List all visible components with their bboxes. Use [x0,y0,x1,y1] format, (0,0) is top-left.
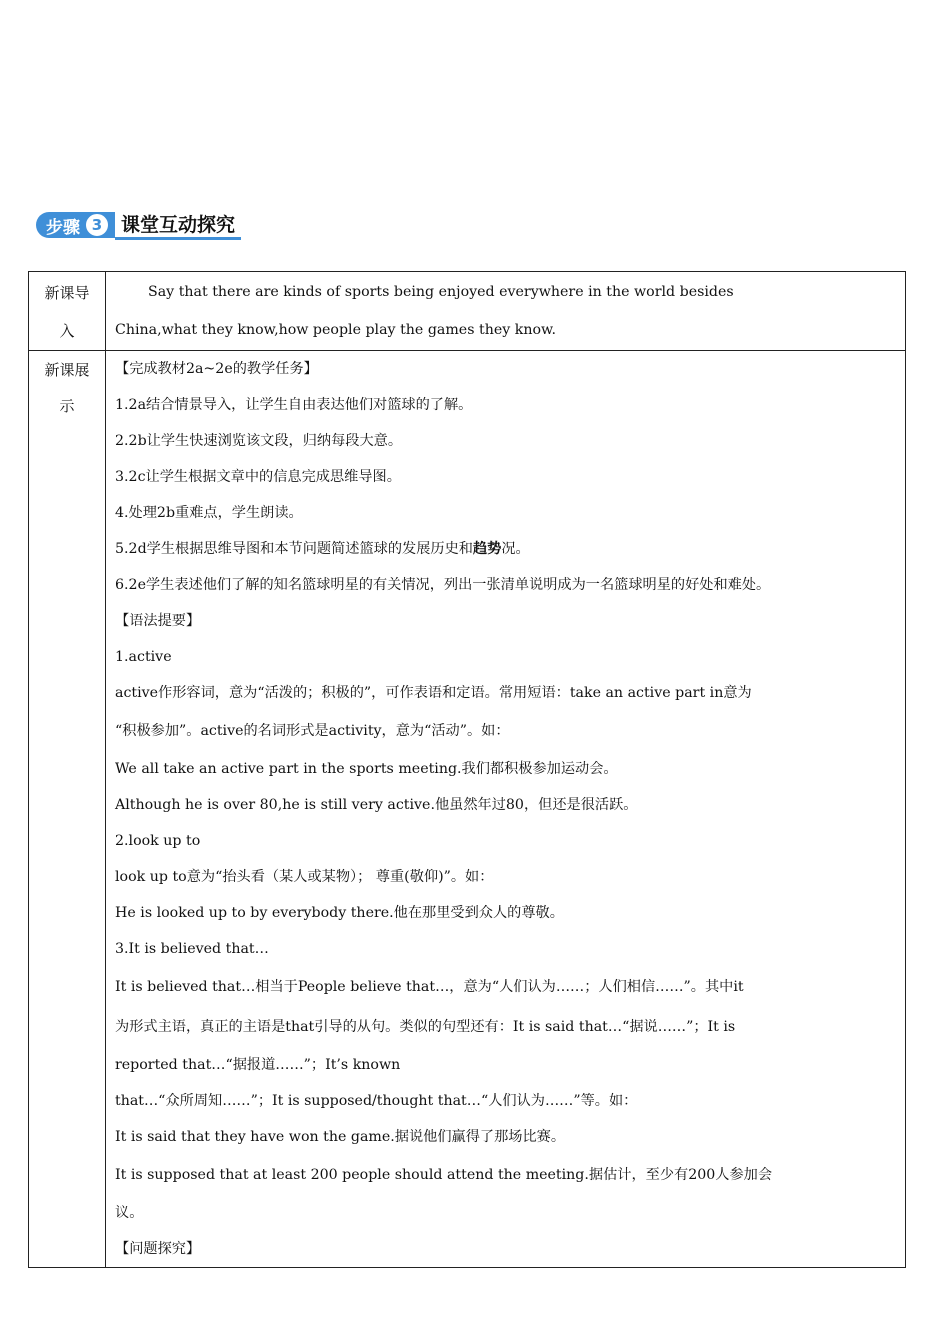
text-line: 2.look up to [115,833,201,849]
text-line: Although he is over 80,he is still very active.他虽然年过80，但还是很活跃。 [115,797,638,813]
row-label-presentation [29,351,106,1268]
text-line: 2.2b让学生快速浏览该文段，归纳每段大意。 [115,433,403,449]
row-label-line: 示 [59,397,75,415]
text-line: “积极参加”。active的名词形式是activity，意为“活动”。如： [115,723,510,739]
section-heading: 【语法提要】 [115,613,201,629]
row-content-intro [106,272,906,351]
row-label-intro [29,272,106,351]
text-line: active作形容词，意为“活泼的；积极的”，可作表语和定语。常用短语：take an active part in意为 [115,685,752,701]
step-badge [36,212,115,238]
text-line: It is said that they have won the game.据说他们赢得了那场比赛。 [115,1129,566,1145]
table-row-intro [29,272,906,351]
step-banner [36,211,241,239]
text-line: Say that there are kinds of sports being enjoyed everywhere in the world besides [148,284,734,300]
section-heading: 【问题探究】 [115,1241,201,1257]
bold-fragment: 趋势 [472,541,502,557]
text-line: 为形式主语，真正的主语是that引导的从句。类似的句型还有：It is said that…“据说……”；It is [115,1019,736,1035]
row-label-line: 新课导 [44,284,90,302]
text-line: reported that…“据报道……”；It’s known [115,1057,401,1073]
step-title: 课堂互动探究 [115,211,241,240]
text-fragment: 况。 [501,541,530,557]
text-line: It is supposed that at least 200 people should attend the meeting.据估计，至少有200人参加会 [115,1167,773,1183]
step-prefix: 步骤 [46,217,80,238]
text-line: China,what they know,how people play the games they know. [115,322,557,338]
text-line: that…“众所周知……”；It is supposed/thought that…“人们认为……”等。如： [115,1093,638,1109]
text-line: 1.active [115,649,172,665]
text-line: 3.2c让学生根据文章中的信息完成思维导图。 [115,469,401,485]
text-fragment: 5.2d学生根据思维导图和本节问题简述篮球的发展历史和 [115,541,473,557]
text-line: 1.2a结合情景导入，让学生自由表达他们对篮球的了解。 [115,397,473,413]
text-line: 3.It is believed that… [115,941,269,957]
row-label-line: 新课展 [44,361,90,379]
text-line: He is looked up to by everybody there.他在那里受到众人的尊敬。 [115,905,564,921]
text-line: 6.2e学生表述他们了解的知名篮球明星的有关情况，列出一张清单说明成为一名篮球明星的好处和难处。 [115,577,771,593]
table-row-presentation [29,351,906,1268]
text-line [115,531,895,567]
lesson-table [28,271,906,1268]
row-label-line: 入 [59,322,75,340]
text-line: 议。 [115,1205,144,1221]
text-line: look up to意为“抬头看（某人或某物）； 尊重(敬仰)”。如： [115,869,494,885]
text-line: It is believed that…相当于People believe that…，意为“人们认为……；人们相信……”。其中it [115,979,744,995]
section-heading: 【完成教材2a~2e的教学任务】 [115,361,318,377]
row-content-presentation [106,351,906,1268]
text-line: We all take an active part in the sports meeting.我们都积极参加运动会。 [115,761,618,777]
step-number: 3 [85,213,109,237]
text-line: 4.处理2b重难点，学生朗读。 [115,505,303,521]
